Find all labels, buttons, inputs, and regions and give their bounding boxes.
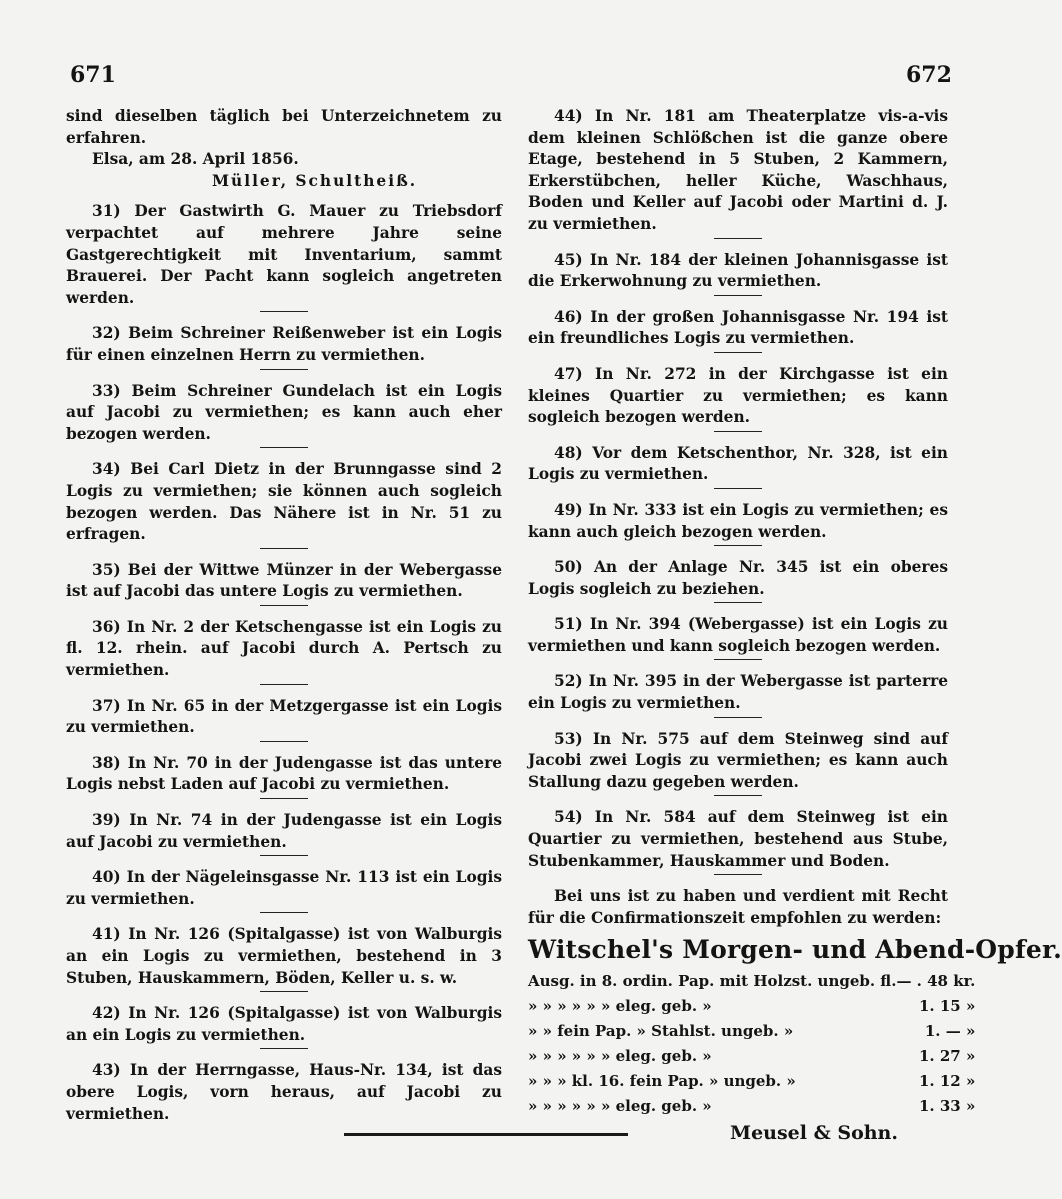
- notice-39: 39) In Nr. 74 in der Judengasse ist ein Logis auf Jacobi zu vermiethen.: [66, 811, 502, 851]
- separator-rule: [714, 352, 762, 353]
- notice-37: 37) In Nr. 65 in der Metzgergasse ist ein Logis zu vermiethen.: [66, 696, 502, 737]
- place-date: Elsa, am 28. April 1856.: [92, 150, 299, 169]
- price-row: [528, 1019, 975, 1044]
- separator-rule: [714, 238, 762, 239]
- notice-42: 42) In Nr. 126 (Spitalgasse) ist von Walburgis an ein Logis zu vermiethen.: [66, 1004, 502, 1044]
- separator-rule: [260, 369, 308, 370]
- notice-35: 35) Bei der Wittwe Münzer in der Webergasse ist auf Jacobi das untere Logis zu vermiethen.: [66, 560, 502, 601]
- price-desc: » » » » » » eleg. geb. »: [528, 1047, 712, 1066]
- price-value: 1. 12 »: [918, 1072, 976, 1091]
- price-desc: » » » kl. 16. fein Pap. » ungeb. »: [528, 1072, 796, 1091]
- price-list: [528, 969, 975, 1119]
- separator-rule: [260, 548, 308, 549]
- right-column: [528, 106, 1062, 1145]
- price-desc: Ausg. in 8. ordin. Pap. mit Holzst. ungeb. fl.: [528, 972, 897, 991]
- page-number-right: 672: [906, 62, 952, 88]
- separator-rule: [260, 605, 308, 606]
- page-number-left: 671: [70, 62, 116, 88]
- notice-52: 52) In Nr. 395 in der Webergasse ist parterre ein Logis zu vermiethen.: [528, 672, 948, 713]
- notice-40: 40) In der Nägeleinsgasse Nr. 113 ist ein Logis zu vermiethen.: [66, 868, 502, 908]
- separator-rule: [714, 295, 762, 296]
- separator-rule: [714, 795, 762, 796]
- separator-rule: [260, 855, 308, 856]
- notice-41: 41) In Nr. 126 (Spitalgasse) ist von Walburgis an ein Logis zu vermiethen, bestehend in 3 Stuben, Hauskammern, Böden, Keller u. s. w.: [66, 925, 502, 987]
- price-row: [528, 969, 975, 994]
- separator-rule: [260, 741, 308, 742]
- separator-rule: [260, 447, 308, 448]
- price-row: [528, 1069, 975, 1094]
- price-row: [528, 994, 975, 1019]
- advert-intro: Bei uns ist zu haben und verdient mit Recht für die Confirmationszeit empfohlen zu werden:: [528, 887, 948, 927]
- signature: Müller, Schultheiß.: [212, 171, 418, 190]
- price-value: — . 48 kr.: [896, 972, 976, 991]
- notice-51: 51) In Nr. 394 (Webergasse) ist ein Logis zu vermiethen und kann sogleich bezogen werden.: [528, 615, 948, 655]
- separator-rule: [714, 659, 762, 660]
- separator-rule: [714, 431, 762, 432]
- separator-rule: [260, 311, 308, 312]
- notice-33: 33) Beim Schreiner Gundelach ist ein Logis auf Jacobi zu vermiethen; es kann auch eher bezogen werden.: [66, 381, 502, 443]
- price-desc: » » fein Pap. » Stahlst. ungeb. »: [528, 1022, 794, 1041]
- notice-49: 49) In Nr. 333 ist ein Logis zu vermiethen; es kann auch gleich bezogen werden.: [528, 500, 948, 541]
- price-desc: » » » » » » eleg. geb. »: [528, 1097, 712, 1116]
- notice-31: 31) Der Gastwirth G. Mauer zu Triebsdorf verpachtet auf mehrere Jahre seine Gastgerechtigkeit mit Inventarium, sammt Brauerei. Der Pacht kann sogleich angetreten werden.: [66, 202, 502, 307]
- notice-43: 43) In der Herrngasse, Haus-Nr. 134, ist das obere Logis, vorn heraus, auf Jacobi zu vermiethen.: [66, 1061, 502, 1123]
- advert-title: Witschel's Morgen- und Abend-Opfer.: [528, 935, 1062, 965]
- notice-47: 47) In Nr. 272 in der Kirchgasse ist ein kleines Quartier zu vermiethen; es kann sogleich bezogen werden.: [528, 364, 948, 427]
- intro-text: sind dieselben täglich bei Unterzeichnetem zu erfahren.: [66, 107, 502, 147]
- left-column: [66, 106, 502, 1125]
- separator-rule: [260, 912, 308, 913]
- price-row: [528, 1094, 975, 1119]
- separator-rule: [260, 991, 308, 992]
- notice-46: 46) In der großen Johannisgasse Nr. 194 ist ein freundliches Logis zu vermiethen.: [528, 307, 948, 348]
- notice-53: 53) In Nr. 575 auf dem Steinweg sind auf Jacobi zwei Logis zu vermiethen; es kann auch Stallung dazu gegeben werden.: [528, 729, 948, 791]
- notice-54: 54) In Nr. 584 auf dem Steinweg ist ein Quartier zu vermiethen, bestehend aus Stube, Stubenkammer, Hauskammer und Boden.: [528, 808, 948, 870]
- separator-rule: [260, 684, 308, 685]
- notice-34: 34) Bei Carl Dietz in der Brunngasse sind 2 Logis zu vermiethen; sie können auch sogleich bezogen werden. Das Nähere ist in Nr. 51 zu erfragen.: [66, 460, 502, 544]
- separator-rule: [714, 874, 762, 875]
- separator-rule: [260, 798, 308, 799]
- price-desc: » » » » » » eleg. geb. »: [528, 997, 712, 1016]
- bottom-rule: [344, 1133, 628, 1136]
- separator-rule: [714, 488, 762, 489]
- notice-38: 38) In Nr. 70 in der Judengasse ist das untere Logis nebst Laden auf Jacobi zu vermiethen.: [66, 753, 502, 794]
- separator-rule: [714, 545, 762, 546]
- publisher-name: Meusel & Sohn.: [730, 1122, 898, 1145]
- book-advert: [528, 886, 1062, 1145]
- notice-50: 50) An der Anlage Nr. 345 ist ein oberes Logis sogleich zu beziehen.: [528, 558, 948, 598]
- price-value: 1. 27 »: [918, 1047, 976, 1066]
- separator-rule: [714, 602, 762, 603]
- price-value: 1. — »: [924, 1022, 976, 1041]
- notice-48: 48) Vor dem Ketschenthor, Nr. 328, ist ein Logis zu vermiethen.: [528, 443, 948, 484]
- price-row: [528, 1044, 975, 1069]
- separator-rule: [260, 1048, 308, 1049]
- notice-32: 32) Beim Schreiner Reißenweber ist ein Logis für einen einzelnen Herrn zu vermiethen.: [66, 324, 502, 364]
- notice-45: 45) In Nr. 184 der kleinen Johannisgasse ist die Erkerwohnung zu vermiethen.: [528, 250, 948, 291]
- separator-rule: [714, 717, 762, 718]
- price-value: 1. 15 »: [918, 997, 976, 1016]
- notice-44: 44) In Nr. 181 am Theaterplatze vis-a-vis dem kleinen Schlößchen ist die ganze obere Etage, bestehend in 5 Stuben, 2 Kammern, Erkerstübchen, heller Küche, Waschhaus, Boden und Keller auf Jacobi oder Martini d. J. zu vermiethen.: [528, 107, 948, 233]
- notice-36: 36) In Nr. 2 der Ketschengasse ist ein Logis zu fl. 12. rhein. auf Jacobi durch A. Pertsch zu vermiethen.: [66, 617, 502, 680]
- price-value: 1. 33 »: [918, 1097, 976, 1116]
